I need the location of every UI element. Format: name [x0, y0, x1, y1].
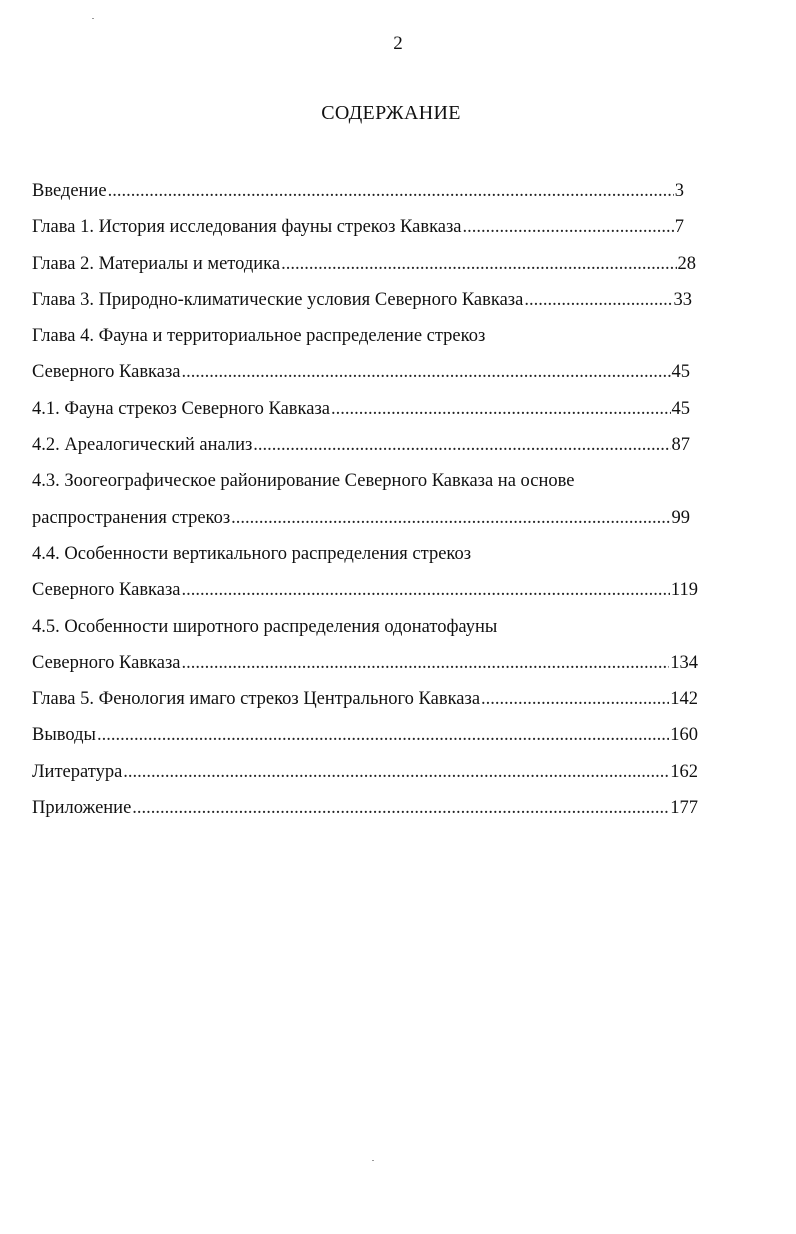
- toc-entry-page: 87: [671, 435, 690, 456]
- dot-leader: [97, 717, 669, 753]
- toc-entry-page: 7: [674, 217, 684, 238]
- toc-entry-title: Введение: [32, 181, 107, 201]
- toc-entry-page: 45: [671, 362, 690, 383]
- toc-entry-title: 4.1. Фауна стрекоз Северного Кавказа: [32, 398, 330, 419]
- toc-entry-page: 33: [673, 289, 692, 310]
- toc-entry-heading-line: 4.5. Особенности широтного распределения одонатофауны: [32, 616, 498, 637]
- toc-entry-heading-line: Глава 4. Фауна и территориальное распределение стрекоз: [32, 326, 486, 347]
- toc-entry-title: Глава 1. История исследования фауны стрекоз Кавказа: [32, 217, 462, 238]
- toc-entry-title: Глава 2. Материалы и методика: [32, 253, 281, 274]
- scan-speck: [372, 1160, 374, 1161]
- scan-speck: [92, 18, 94, 19]
- toc-entry: [32, 209, 684, 245]
- dot-leader: [123, 754, 669, 790]
- page-number: 2: [393, 33, 403, 54]
- toc-entry: [32, 754, 698, 790]
- toc-entry-title: Северного Кавказа: [32, 362, 181, 383]
- page-title: СОДЕРЖАНИЕ: [321, 102, 461, 124]
- toc-entry: [32, 391, 690, 427]
- toc-entry-page: 142: [670, 689, 698, 710]
- toc-entry-title: Глава 5. Фенология имаго стрекоз Центрального Кавказа: [32, 689, 481, 710]
- dot-leader: [253, 427, 670, 463]
- toc-entry-page: 162: [670, 761, 698, 782]
- dot-leader: [132, 790, 669, 826]
- toc-entry: [32, 717, 698, 753]
- toc-entry-title: Приложение: [32, 798, 132, 819]
- toc-entry-title: Северного Кавказа: [32, 652, 181, 673]
- toc-entry-heading-line: 4.3. Зоогеографическое районирование Северного Кавказа на основе: [32, 471, 575, 492]
- dot-leader: [481, 681, 669, 717]
- dot-leader: [524, 282, 672, 318]
- dot-leader: [463, 209, 674, 245]
- dot-leader: [281, 246, 676, 282]
- toc-entry: [32, 427, 690, 463]
- toc-entry: [32, 354, 690, 390]
- toc-entry-page: 119: [670, 580, 698, 601]
- toc-entry: [32, 790, 698, 826]
- toc-entry: [32, 500, 690, 536]
- toc-entry-title: Северного Кавказа: [32, 580, 181, 601]
- toc-entry-page: 99: [671, 507, 690, 528]
- toc-entry-heading-line: 4.4. Особенности вертикального распределения стрекоз: [32, 543, 472, 564]
- toc-entry-page: 3: [674, 181, 684, 201]
- toc-entry-page: 28: [677, 253, 696, 274]
- toc-entry-page: 134: [670, 652, 698, 673]
- toc-entry-title: Глава 3. Природно-климатические условия Северного Кавказа: [32, 289, 524, 310]
- toc-entry-title: Выводы: [32, 725, 96, 746]
- toc-entry-title: Литература: [32, 761, 123, 782]
- dot-leader: [182, 645, 670, 681]
- toc-entry: [32, 173, 684, 209]
- toc-entry: [32, 645, 698, 681]
- toc-entry-page: 177: [670, 798, 698, 819]
- toc-entry-page: 45: [671, 398, 690, 419]
- toc-entry-title: 4.2. Ареалогический анализ: [32, 435, 253, 456]
- dot-leader: [231, 500, 670, 536]
- toc-entry: [32, 572, 698, 608]
- toc-entry: [32, 681, 698, 717]
- toc-entry-page: 160: [670, 725, 698, 746]
- dot-leader: [182, 354, 671, 390]
- dot-leader: [108, 173, 674, 209]
- toc-entry-title: распространения стрекоз: [32, 507, 231, 528]
- toc-entry: [32, 282, 692, 318]
- toc-entry: [32, 246, 696, 282]
- dot-leader: [182, 572, 670, 608]
- dot-leader: [331, 391, 671, 427]
- table-of-contents: [32, 173, 732, 826]
